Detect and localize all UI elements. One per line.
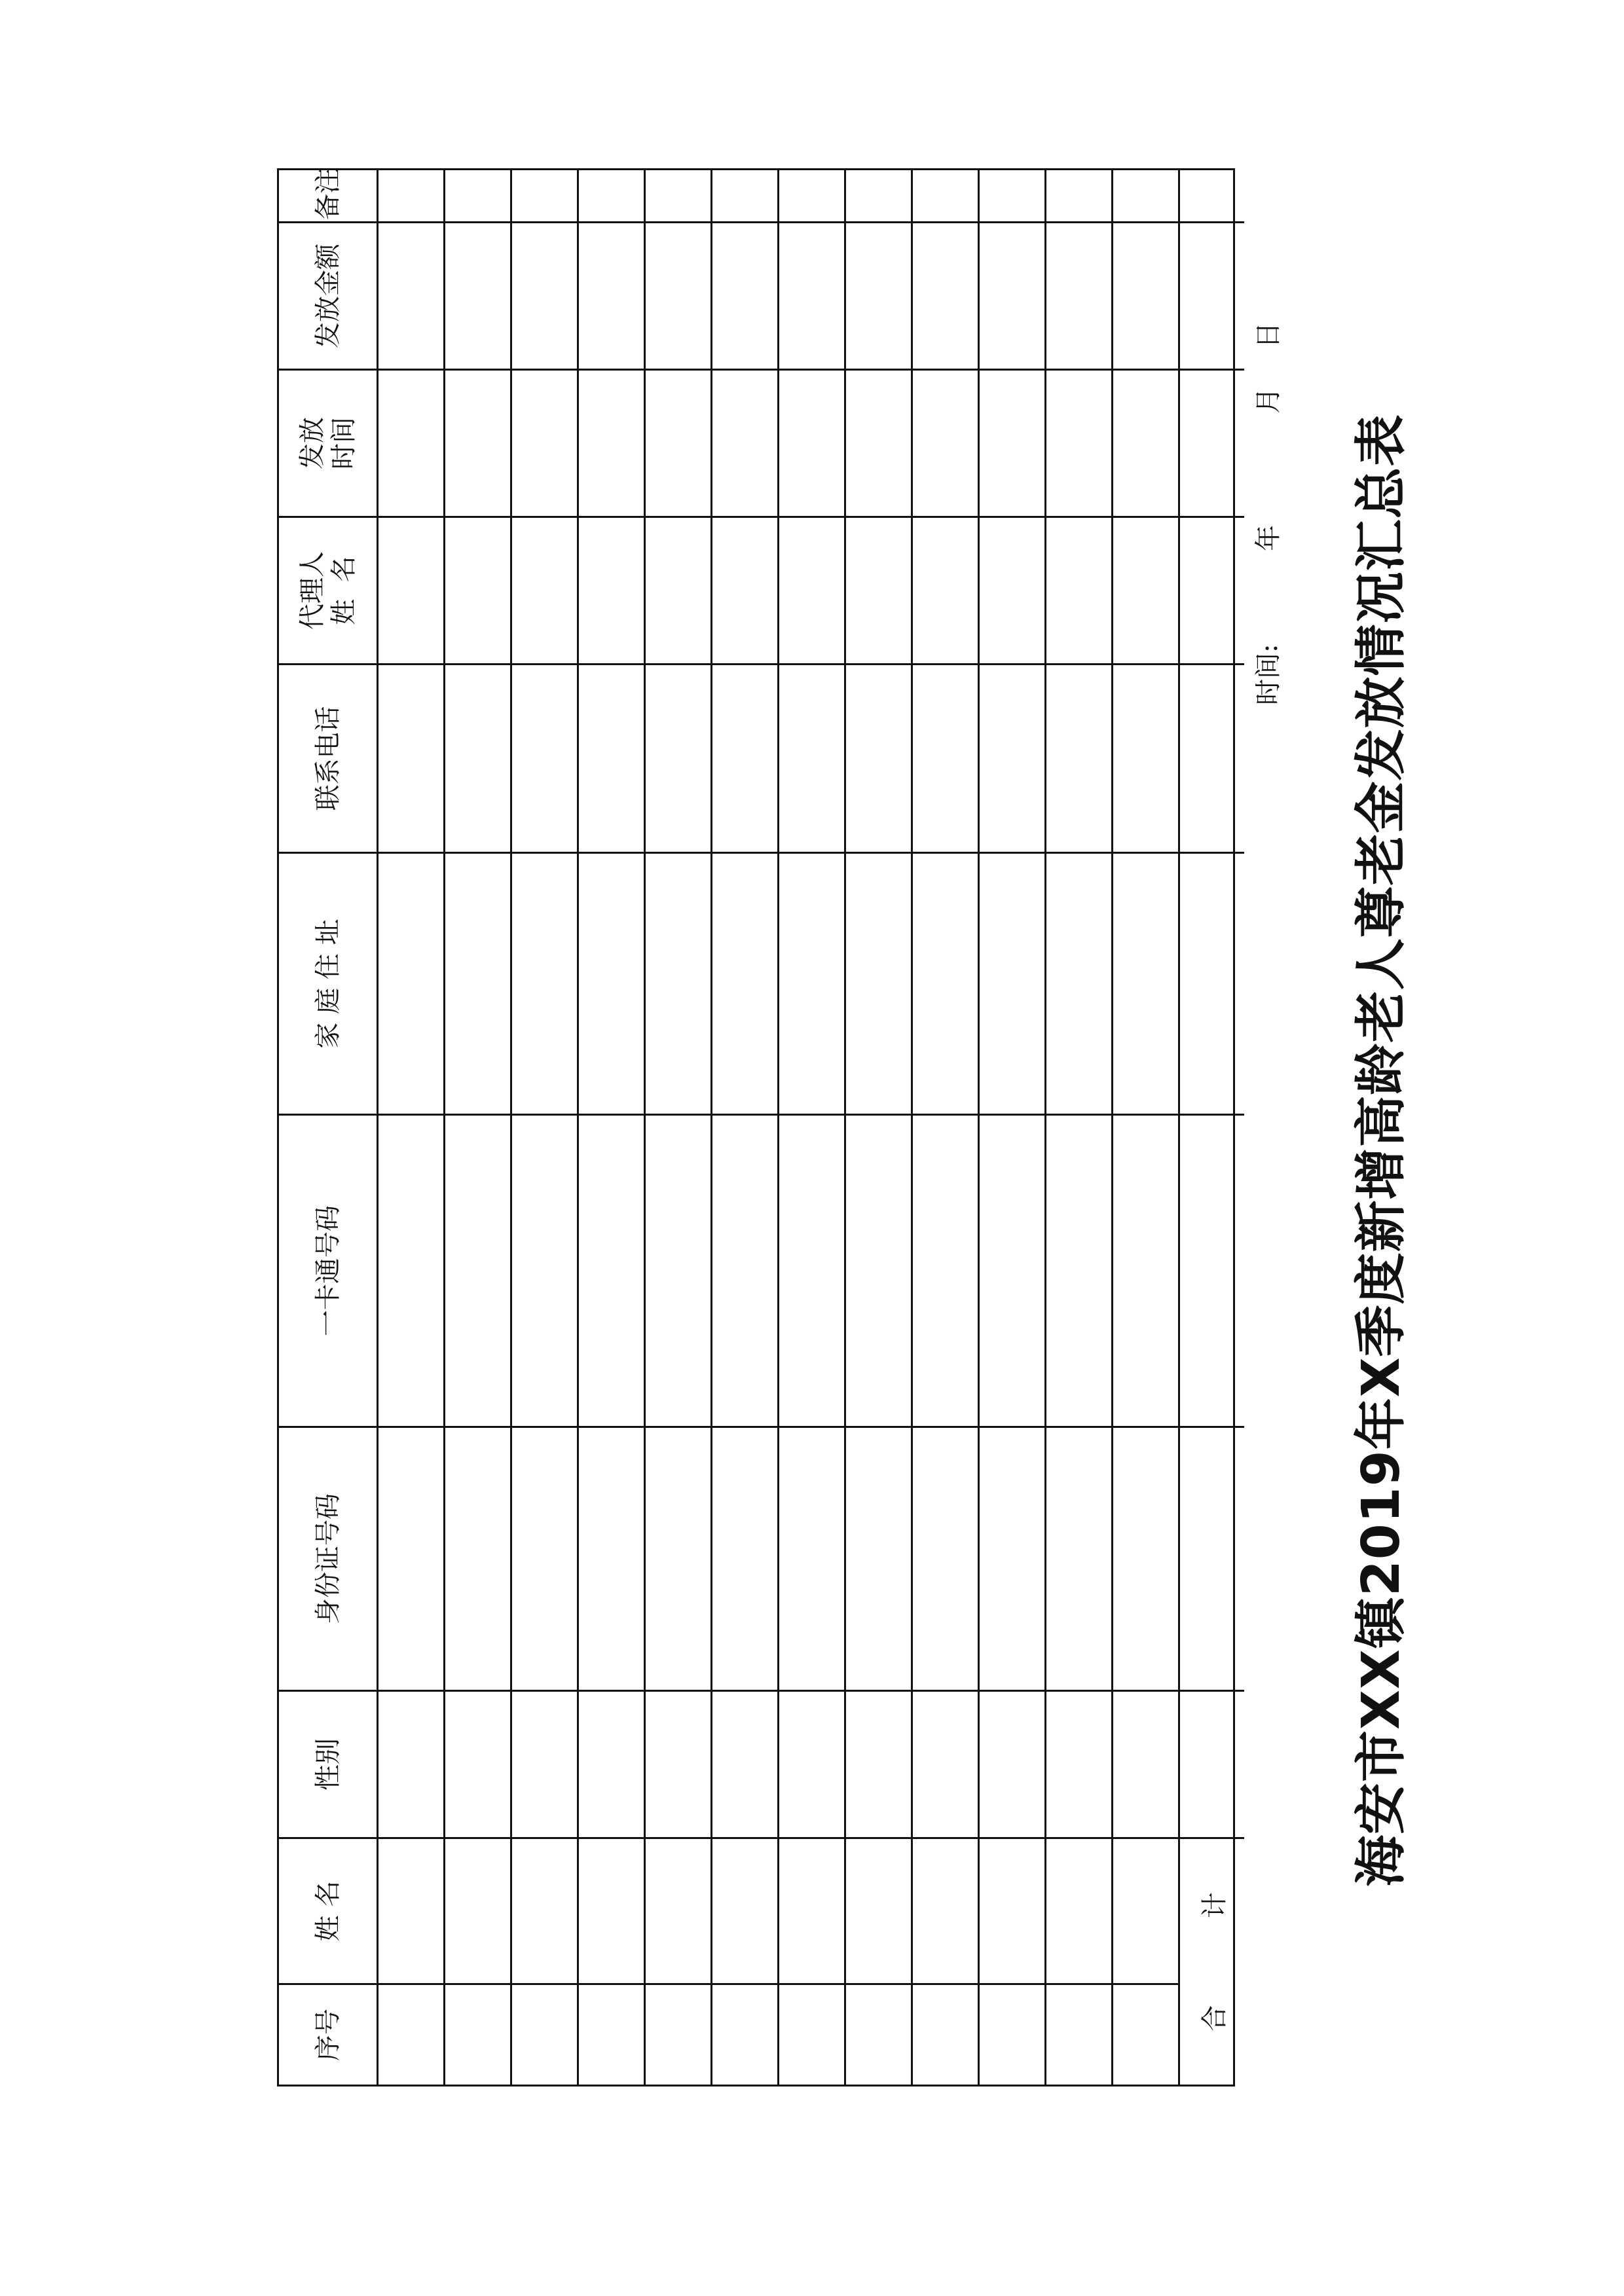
table-cell[interactable] bbox=[980, 369, 1044, 516]
table-cell[interactable] bbox=[1046, 1983, 1111, 2085]
table-cell[interactable] bbox=[512, 369, 577, 516]
total-cell[interactable] bbox=[1180, 516, 1244, 663]
total-cell[interactable] bbox=[1180, 852, 1244, 1114]
table-cell[interactable] bbox=[846, 221, 911, 369]
column-header: 代理人 姓 名 bbox=[279, 516, 377, 663]
total-row bbox=[1180, 170, 1244, 2085]
table-cell[interactable] bbox=[1113, 369, 1178, 516]
table-cell[interactable] bbox=[913, 1690, 978, 1837]
table-cell[interactable] bbox=[579, 1837, 644, 1983]
table-cell[interactable] bbox=[445, 516, 510, 663]
table-cell[interactable] bbox=[378, 852, 443, 1114]
table-cell[interactable] bbox=[980, 1983, 1044, 2085]
table-cell[interactable] bbox=[512, 1690, 577, 1837]
table-cell[interactable] bbox=[846, 369, 911, 516]
table-cell[interactable] bbox=[1046, 1837, 1111, 1983]
table-cell[interactable] bbox=[846, 516, 911, 663]
table-cell[interactable] bbox=[378, 369, 443, 516]
table-cell[interactable] bbox=[712, 1114, 777, 1426]
table-cell[interactable] bbox=[1046, 221, 1111, 369]
table-cell[interactable] bbox=[712, 1426, 777, 1690]
table-cell[interactable] bbox=[779, 852, 844, 1114]
table-cell[interactable] bbox=[646, 852, 710, 1114]
table-row bbox=[512, 170, 579, 2085]
table-cell[interactable] bbox=[1046, 516, 1111, 663]
table-cell[interactable] bbox=[512, 663, 577, 852]
table-cell[interactable] bbox=[445, 166, 510, 221]
table-cell[interactable] bbox=[512, 852, 577, 1114]
table-cell[interactable] bbox=[378, 1983, 443, 2085]
table-cell[interactable] bbox=[913, 221, 978, 369]
table-cell[interactable] bbox=[445, 1983, 510, 2085]
table-cell[interactable] bbox=[646, 1837, 710, 1983]
total-cell[interactable] bbox=[1180, 369, 1244, 516]
table-cell[interactable] bbox=[846, 1690, 911, 1837]
table-cell[interactable] bbox=[378, 516, 443, 663]
table-cell[interactable] bbox=[779, 1983, 844, 2085]
table-cell[interactable] bbox=[913, 1983, 978, 2085]
column-header: 联系电话 bbox=[279, 663, 377, 852]
table-cell[interactable] bbox=[980, 852, 1044, 1114]
table-cell[interactable] bbox=[579, 1426, 644, 1690]
table-cell[interactable] bbox=[712, 369, 777, 516]
table-cell[interactable] bbox=[913, 852, 978, 1114]
table-cell[interactable] bbox=[512, 1837, 577, 1983]
table-cell[interactable] bbox=[445, 369, 510, 516]
table-cell[interactable] bbox=[1046, 166, 1111, 221]
table-cell[interactable] bbox=[913, 1114, 978, 1426]
table-cell[interactable] bbox=[779, 221, 844, 369]
table-cell[interactable] bbox=[980, 1426, 1044, 1690]
table-cell[interactable] bbox=[1113, 221, 1178, 369]
total-cell[interactable] bbox=[1180, 1426, 1244, 1690]
table-cell[interactable] bbox=[779, 663, 844, 852]
table-cell[interactable] bbox=[779, 1837, 844, 1983]
column-header: 性别 bbox=[279, 1690, 377, 1837]
table-cell[interactable] bbox=[378, 1690, 443, 1837]
table-cell[interactable] bbox=[980, 1114, 1044, 1426]
table-cell[interactable] bbox=[1046, 1114, 1111, 1426]
table-cell[interactable] bbox=[1113, 516, 1178, 663]
table-cell[interactable] bbox=[579, 852, 644, 1114]
table-cell[interactable] bbox=[1113, 1983, 1178, 2085]
table-cell[interactable] bbox=[579, 166, 644, 221]
column-header: 一卡通号码 bbox=[279, 1114, 377, 1426]
table-cell[interactable] bbox=[378, 1426, 443, 1690]
column-header: 身份证号码 bbox=[279, 1426, 377, 1690]
table-cell[interactable] bbox=[913, 166, 978, 221]
table-cell[interactable] bbox=[1113, 166, 1178, 221]
column-header: 姓 名 bbox=[279, 1837, 377, 1983]
total-cell[interactable] bbox=[1180, 221, 1244, 369]
table-cell[interactable] bbox=[712, 1837, 777, 1983]
table-cell[interactable] bbox=[779, 516, 844, 663]
table-cell[interactable] bbox=[445, 1426, 510, 1690]
table-cell[interactable] bbox=[646, 369, 710, 516]
table-cell[interactable] bbox=[913, 516, 978, 663]
column-header: 备注 bbox=[312, 168, 343, 220]
table-cell[interactable] bbox=[378, 663, 443, 852]
table-row bbox=[1046, 170, 1113, 2085]
table-cell[interactable] bbox=[445, 1114, 510, 1426]
table-cell[interactable] bbox=[579, 1114, 644, 1426]
table-cell[interactable] bbox=[1046, 852, 1111, 1114]
column-header: 序号 bbox=[279, 1983, 377, 2085]
table-cell[interactable] bbox=[1046, 1690, 1111, 1837]
table-cell[interactable] bbox=[779, 1426, 844, 1690]
table-cell[interactable] bbox=[646, 1114, 710, 1426]
table-cell[interactable] bbox=[1046, 663, 1111, 852]
column-header: 发放 时间 bbox=[279, 369, 377, 516]
table-cell[interactable] bbox=[512, 1114, 577, 1426]
table-row bbox=[579, 170, 646, 2085]
table-cell[interactable] bbox=[646, 1983, 710, 2085]
date-year: 年 bbox=[1253, 525, 1283, 551]
table-cell[interactable] bbox=[913, 1837, 978, 1983]
table-cell[interactable] bbox=[1113, 1690, 1178, 1837]
table-row bbox=[445, 170, 512, 2085]
table-cell[interactable] bbox=[1113, 1114, 1178, 1426]
table-cell[interactable] bbox=[980, 516, 1044, 663]
table-cell[interactable] bbox=[579, 1690, 644, 1837]
table-cell[interactable] bbox=[712, 1983, 777, 2085]
table-cell[interactable] bbox=[779, 166, 844, 221]
table-cell[interactable] bbox=[1113, 852, 1178, 1114]
column-header: 发放金额 bbox=[279, 221, 377, 369]
table-cell[interactable] bbox=[512, 1426, 577, 1690]
table-cell[interactable] bbox=[579, 221, 644, 369]
table-cell[interactable] bbox=[579, 516, 644, 663]
table-cell[interactable] bbox=[646, 1690, 710, 1837]
table-cell[interactable] bbox=[712, 1690, 777, 1837]
table-cell[interactable] bbox=[378, 221, 443, 369]
table-cell[interactable] bbox=[779, 369, 844, 516]
table-cell[interactable] bbox=[913, 1426, 978, 1690]
table-cell[interactable] bbox=[779, 1690, 844, 1837]
table-cell[interactable] bbox=[913, 369, 978, 516]
table-cell[interactable] bbox=[445, 221, 510, 369]
table-cell[interactable] bbox=[712, 663, 777, 852]
table-cell[interactable] bbox=[712, 516, 777, 663]
table-cell[interactable] bbox=[445, 852, 510, 1114]
table-cell[interactable] bbox=[980, 1837, 1044, 1983]
date-day: 日 bbox=[1253, 322, 1283, 348]
table-row bbox=[980, 170, 1046, 2085]
table-cell[interactable] bbox=[712, 221, 777, 369]
table-cell[interactable] bbox=[512, 221, 577, 369]
total-cell[interactable] bbox=[1180, 663, 1244, 852]
table-cell[interactable] bbox=[579, 663, 644, 852]
table-cell[interactable] bbox=[980, 1690, 1044, 1837]
table-header-row bbox=[279, 170, 378, 2085]
table-cell[interactable] bbox=[646, 166, 710, 221]
table-row bbox=[913, 170, 980, 2085]
table-cell[interactable] bbox=[779, 1114, 844, 1426]
total-label: 合 计 bbox=[1180, 1837, 1244, 2085]
table-cell[interactable] bbox=[378, 166, 443, 221]
table-row bbox=[378, 170, 445, 2085]
table-cell[interactable] bbox=[378, 1114, 443, 1426]
table-cell[interactable] bbox=[579, 369, 644, 516]
table-cell[interactable] bbox=[512, 1983, 577, 2085]
total-cell[interactable] bbox=[1180, 166, 1244, 221]
table-cell[interactable] bbox=[846, 1983, 911, 2085]
total-cell[interactable] bbox=[1180, 1690, 1244, 1837]
table-cell[interactable] bbox=[1046, 1426, 1111, 1690]
table-row bbox=[846, 170, 913, 2085]
date-label: 时间: bbox=[1253, 644, 1283, 705]
table-cell[interactable] bbox=[579, 1983, 644, 2085]
table-cell[interactable] bbox=[980, 663, 1044, 852]
table-cell[interactable] bbox=[378, 1837, 443, 1983]
table-cell[interactable] bbox=[646, 516, 710, 663]
table-cell[interactable] bbox=[646, 1426, 710, 1690]
table-cell[interactable] bbox=[1113, 663, 1178, 852]
table-cell[interactable] bbox=[646, 221, 710, 369]
table-cell[interactable] bbox=[445, 663, 510, 852]
table-row bbox=[646, 170, 712, 2085]
table-cell[interactable] bbox=[846, 1426, 911, 1690]
table-cell[interactable] bbox=[980, 221, 1044, 369]
table-cell[interactable] bbox=[846, 852, 911, 1114]
table-cell[interactable] bbox=[846, 166, 911, 221]
table-cell[interactable] bbox=[846, 1114, 911, 1426]
summary-table bbox=[277, 168, 1235, 2086]
table-cell[interactable] bbox=[646, 663, 710, 852]
table-row bbox=[779, 170, 846, 2085]
table-cell[interactable] bbox=[913, 663, 978, 852]
table-cell[interactable] bbox=[512, 516, 577, 663]
table-cell[interactable] bbox=[445, 1837, 510, 1983]
date-month: 月 bbox=[1253, 388, 1283, 414]
total-cell[interactable] bbox=[1180, 1114, 1244, 1426]
table-row bbox=[1113, 170, 1180, 2085]
table-cell[interactable] bbox=[1113, 1837, 1178, 1983]
table-cell[interactable] bbox=[980, 166, 1044, 221]
table-cell[interactable] bbox=[712, 852, 777, 1114]
table-row bbox=[712, 170, 779, 2085]
table-cell[interactable] bbox=[1113, 1426, 1178, 1690]
page-title: 海安市XX镇2019年X季度新增高龄老人尊老金发放情况汇总表 bbox=[1351, 414, 1411, 1887]
table-cell[interactable] bbox=[1046, 369, 1111, 516]
table-cell[interactable] bbox=[846, 1837, 911, 1983]
table-cell[interactable] bbox=[712, 166, 777, 221]
table-cell[interactable] bbox=[512, 166, 577, 221]
table-cell[interactable] bbox=[445, 1690, 510, 1837]
column-header: 家 庭 住 址 bbox=[279, 852, 377, 1114]
table-cell[interactable] bbox=[846, 663, 911, 852]
